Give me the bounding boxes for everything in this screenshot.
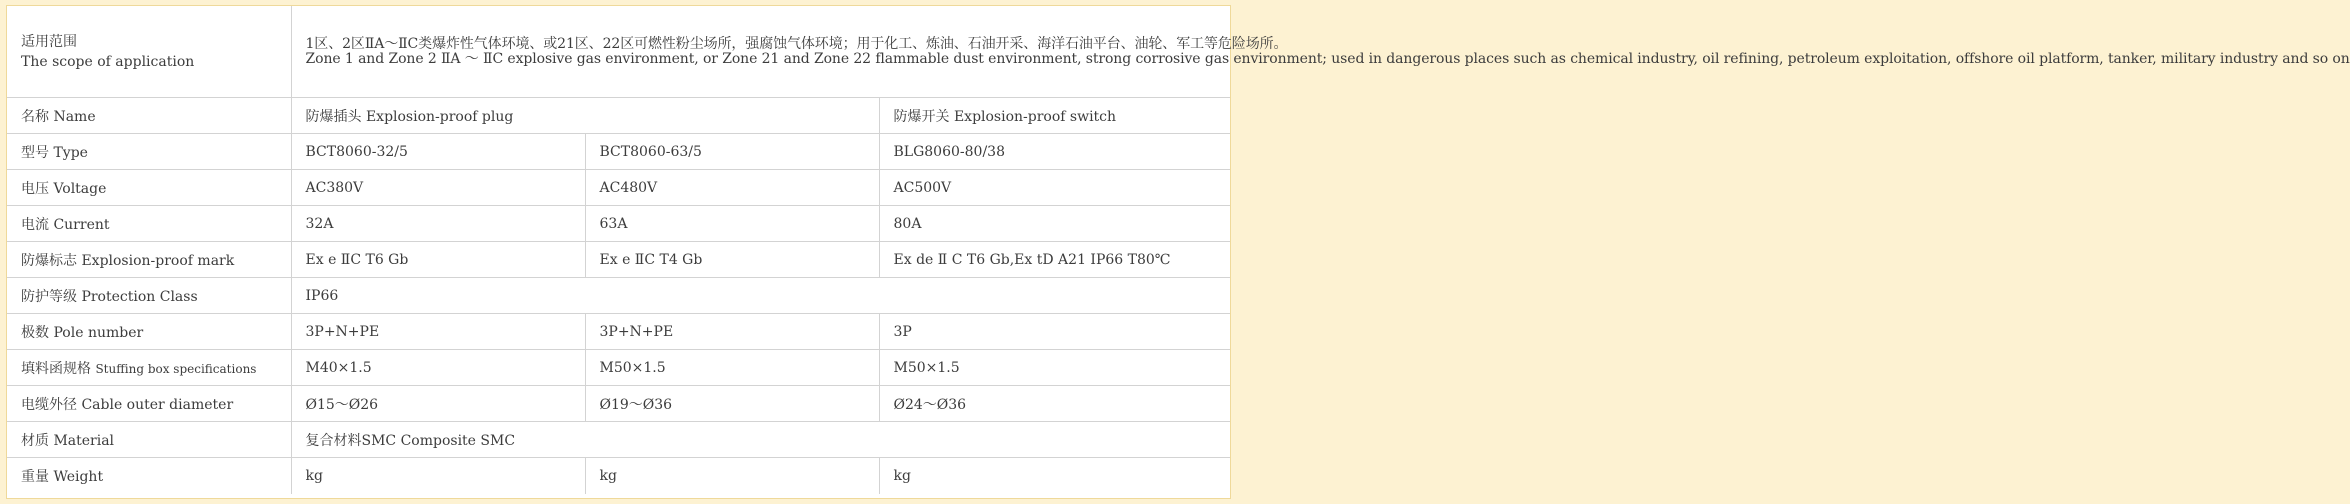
row-weight bbox=[7, 458, 1230, 495]
weight-cell: kg bbox=[291, 458, 585, 495]
type-cell: BCT8060-32/5 bbox=[291, 134, 585, 170]
weight-cell: kg bbox=[879, 458, 1230, 495]
scope-text bbox=[291, 6, 2350, 98]
stuffing-cell: M50×1.5 bbox=[585, 350, 879, 386]
weight-label: 重量 Weight bbox=[7, 458, 291, 495]
scope-text-cn: 1区、2区ⅡA～ⅡC类爆炸性气体环境、或21区、22区可燃性粉尘场所，强腐蚀气体环境；用于化工、炼油、石油开采、海洋石油平台、油轮、军工等危险场所。 bbox=[305, 35, 1288, 52]
weight-cell: kg bbox=[585, 458, 879, 495]
row-protection bbox=[7, 278, 1230, 314]
type-label: 型号 Type bbox=[7, 134, 291, 170]
stuffing-cell: M40×1.5 bbox=[291, 350, 585, 386]
cable-label: 电缆外径 Cable outer diameter bbox=[7, 386, 291, 422]
type-cell: BCT8060-63/5 bbox=[585, 134, 879, 170]
name-plug: 防爆插头 Explosion-proof plug bbox=[291, 98, 879, 134]
stuffing-cell: M50×1.5 bbox=[879, 350, 1230, 386]
current-cell: 32A bbox=[291, 206, 585, 242]
protection-value: IP66 bbox=[291, 278, 1230, 314]
material-label: 材质 Material bbox=[7, 422, 291, 458]
voltage-cell: AC380V bbox=[291, 170, 585, 206]
mark-cell: Ex e ⅡC T4 Gb bbox=[585, 242, 879, 278]
cable-cell: Ø24～Ø36 bbox=[879, 386, 1230, 422]
mark-cell: Ex de Ⅱ C T6 Gb,Ex tD A21 IP66 T80℃ bbox=[879, 242, 1230, 278]
row-material bbox=[7, 422, 1230, 458]
poles-cell: 3P+N+PE bbox=[291, 314, 585, 350]
current-label: 电流 Current bbox=[7, 206, 291, 242]
mark-label: 防爆标志 Explosion-proof mark bbox=[7, 242, 291, 278]
stuffing-label bbox=[7, 350, 291, 386]
scope-label-cn: 适用范围 bbox=[21, 33, 77, 50]
row-voltage bbox=[7, 170, 1230, 206]
scope-text-en: Zone 1 and Zone 2 ⅡA ～ ⅡC explosive gas environment, or Zone 21 and Zone 22 flammable dust environment, strong corrosive gas environment; used in dangerous places such as chemical industry, oil refining, petroleum exploitation, offshore oil platform, tanker, military industry and so on bbox=[305, 50, 2350, 67]
poles-label: 极数 Pole number bbox=[7, 314, 291, 350]
cable-cell: Ø19～Ø36 bbox=[585, 386, 879, 422]
scope-label-en: The scope of application bbox=[21, 53, 195, 70]
row-current bbox=[7, 206, 1230, 242]
voltage-cell: AC480V bbox=[585, 170, 879, 206]
stuffing-label-cn: 填料函规格 bbox=[21, 360, 91, 377]
row-stuffing bbox=[7, 350, 1230, 386]
row-scope bbox=[7, 6, 1230, 98]
material-value: 复合材料SMC Composite SMC bbox=[291, 422, 1230, 458]
row-mark bbox=[7, 242, 1230, 278]
row-cable bbox=[7, 386, 1230, 422]
mark-cell: Ex e ⅡC T6 Gb bbox=[291, 242, 585, 278]
name-switch: 防爆开关 Explosion-proof switch bbox=[879, 98, 1230, 134]
voltage-cell: AC500V bbox=[879, 170, 1230, 206]
spec-table-frame bbox=[6, 5, 2350, 499]
poles-cell: 3P+N+PE bbox=[585, 314, 879, 350]
cable-cell: Ø15～Ø26 bbox=[291, 386, 585, 422]
protection-label: 防护等级 Protection Class bbox=[7, 278, 291, 314]
voltage-label: 电压 Voltage bbox=[7, 170, 291, 206]
row-poles bbox=[7, 314, 1230, 350]
row-name bbox=[7, 98, 1230, 134]
stuffing-label-en: Stuffing box specifications bbox=[95, 361, 257, 376]
name-label: 名称 Name bbox=[7, 98, 291, 134]
row-type bbox=[7, 134, 1230, 170]
scope-label bbox=[7, 6, 291, 98]
type-cell: BLG8060-80/38 bbox=[879, 134, 1230, 170]
poles-cell: 3P bbox=[879, 314, 1230, 350]
spec-table bbox=[7, 6, 2350, 494]
current-cell: 63A bbox=[585, 206, 879, 242]
current-cell: 80A bbox=[879, 206, 1230, 242]
